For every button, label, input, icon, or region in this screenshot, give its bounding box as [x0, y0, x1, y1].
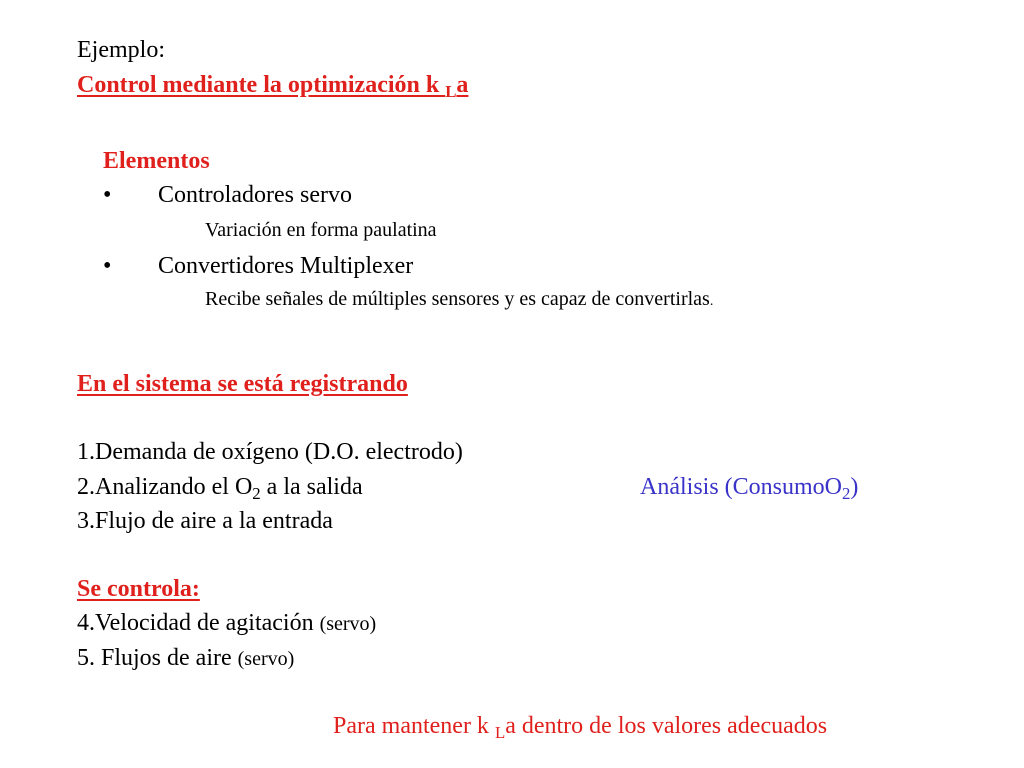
- control-item-5: [77, 646, 294, 670]
- bullet-icon: •: [103, 182, 112, 208]
- analysis-label: [640, 474, 859, 504]
- registro-item-2-text: 2.Analizando el O: [77, 474, 253, 500]
- analysis-text: Análisis (ConsumoO: [640, 474, 843, 500]
- control-item-4: [77, 611, 376, 635]
- registro-item-2-subscript: 2: [252, 484, 261, 504]
- conclusion-subscript: L: [494, 723, 506, 743]
- elemento-2-label: Convertidores Multiplexer: [158, 253, 414, 279]
- conclusion-text: [333, 713, 828, 743]
- registro-item-1: 1.Demanda de oxígeno (D.O. electrodo): [77, 439, 463, 465]
- analysis-text-end: ): [850, 474, 859, 500]
- control-item-4-note: (servo): [319, 613, 377, 635]
- registro-item-3: 3.Flujo de aire a la entrada: [77, 508, 333, 534]
- elemento-2-detail-end: .: [709, 294, 714, 309]
- registro-heading: En el sistema se está registrando: [77, 371, 408, 397]
- title-text: Control mediante la optimización k: [77, 72, 446, 98]
- bullet-icon: •: [103, 253, 112, 279]
- control-item-4-text: 4.Velocidad de agitación: [77, 610, 320, 636]
- title-text-end: a: [456, 72, 469, 98]
- elemento-2-detail: [205, 289, 713, 309]
- page-title: [77, 72, 469, 102]
- control-item-5-note: (servo): [237, 648, 295, 670]
- intro-label: Ejemplo:: [77, 37, 165, 63]
- conclusion-text-end: a dentro de los valores adecuados: [505, 713, 828, 739]
- registro-item-2: [77, 474, 363, 504]
- conclusion-text-start: Para mantener k: [333, 713, 495, 739]
- title-subscript: L: [445, 82, 457, 102]
- control-heading: Se controla:: [77, 576, 200, 602]
- analysis-subscript: 2: [842, 484, 851, 504]
- elemento-2-detail-text: Recibe señales de múltiples sensores y es capaz de convertirlas: [205, 288, 710, 310]
- registro-item-2-text-end: a la salida: [260, 474, 363, 500]
- control-item-5-text: 5. Flujos de aire: [77, 645, 238, 671]
- elemento-1-label: Controladores servo: [158, 182, 352, 208]
- elementos-heading: Elementos: [103, 148, 210, 174]
- elemento-1-detail: Variación en forma paulatina: [205, 219, 437, 241]
